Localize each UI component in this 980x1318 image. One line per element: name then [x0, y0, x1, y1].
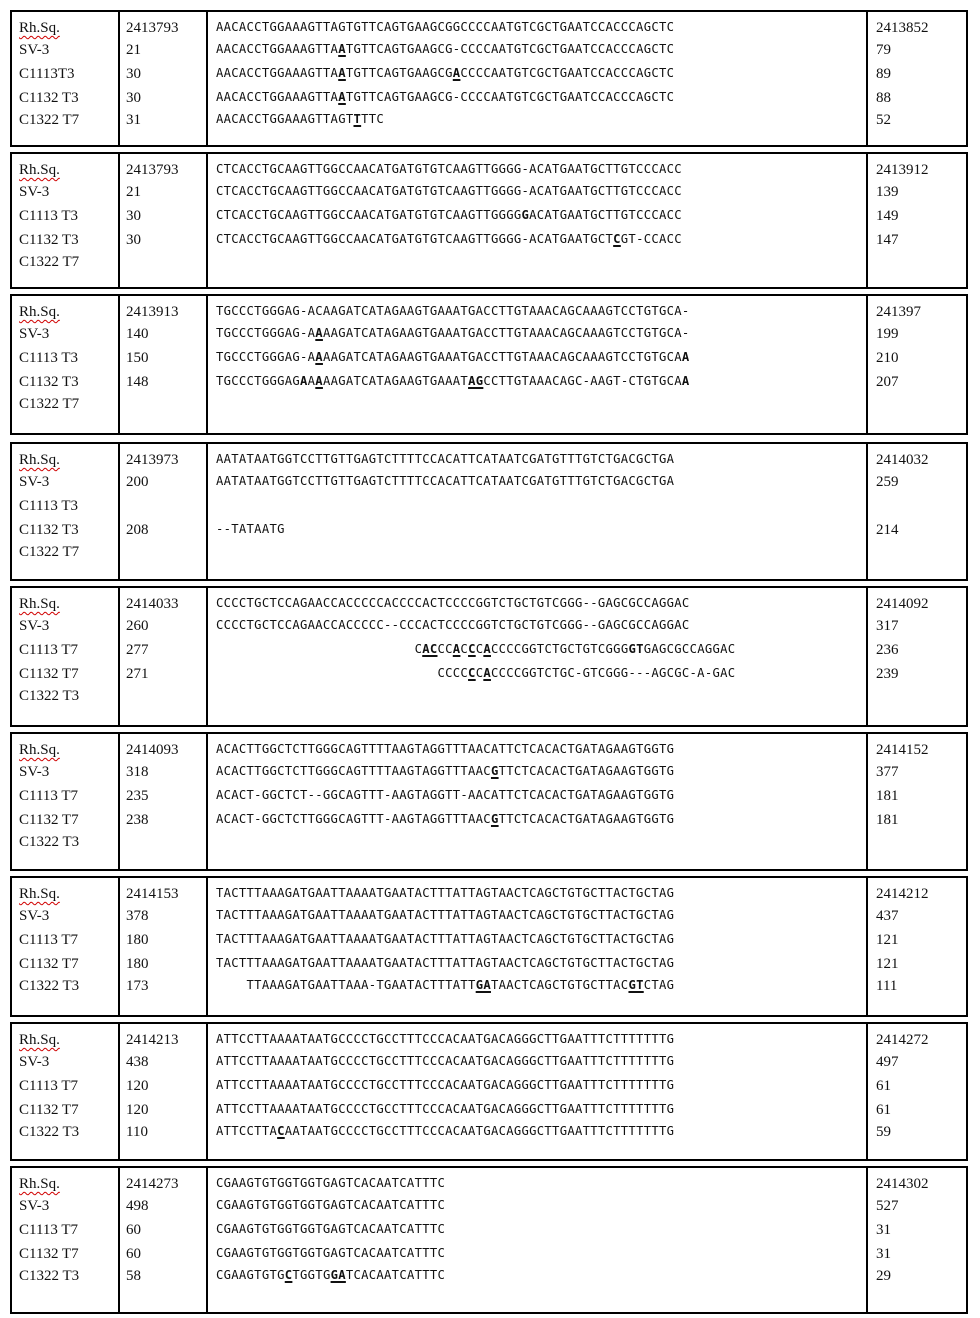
sequence-name: C1113T3	[19, 66, 75, 82]
sequence-row	[12, 324, 966, 348]
sequence-name: SV-3	[19, 42, 50, 58]
sequence-row	[12, 64, 966, 88]
end-position: 147	[876, 232, 899, 248]
sequence-row	[12, 1030, 966, 1054]
start-position: 180	[126, 956, 149, 972]
sequence-text: CGAAGTGTGGTGGTGAGTCACAATCATTTC	[216, 1222, 446, 1236]
sequence-row	[12, 110, 966, 134]
sequence-text: CTCACCTGCAAGTTGGCCAACATGATGTGTCAAGTTGGGG-ACATGAATGCTTGTCCCACC	[216, 162, 682, 176]
sequence-name: Rh.Sq.	[19, 886, 60, 902]
end-position: 239	[876, 666, 899, 682]
sequence-name: C1132 T3	[19, 232, 79, 248]
sequence-row	[12, 906, 966, 930]
alignment-block	[10, 152, 968, 289]
sequence-text: --TATAATG	[216, 522, 285, 536]
sequence-row	[12, 1100, 966, 1124]
start-position: 60	[126, 1246, 141, 1262]
start-position: 30	[126, 232, 141, 248]
sequence-name: Rh.Sq.	[19, 304, 60, 320]
sequence-text: TACTTTAAAGATGAATTAAAATGAATACTTTATTAGTAACTCAGCTGTGCTTACTGCTAG	[216, 886, 675, 900]
sequence-name: Rh.Sq.	[19, 162, 60, 178]
sequence-text: AACACCTGGAAAGTTAGTTTTC	[216, 112, 385, 126]
end-position: 61	[876, 1102, 891, 1118]
sequence-text: ATTCCTTAAAATAATGCCCCTGCCTTTCCCACAATGACAGGGCTTGAATTTCTTTTTTTG	[216, 1054, 675, 1068]
sequence-text: CTCACCTGCAAGTTGGCCAACATGATGTGTCAAGTTGGGGGACATGAATGCTTGTCCCACC	[216, 208, 682, 222]
end-position: 2413912	[876, 162, 929, 178]
sequence-name: C1322 T3	[19, 1124, 80, 1140]
sequence-text: CGAAGTGTGGTGGTGAGTCACAATCATTTC	[216, 1198, 446, 1212]
sequence-row	[12, 230, 966, 254]
sequence-row	[12, 1076, 966, 1100]
start-position: 30	[126, 90, 141, 106]
sequence-text: TGCCCTGGGAGAAAAAGATCATAGAAGTGAAATAGCCTTGTAAACAGC-AAGT-CTGTGCAA	[216, 374, 690, 388]
sequence-name: SV-3	[19, 1054, 50, 1070]
start-position: 21	[126, 184, 141, 200]
sequence-text: TGCCCTGGGAG-ACAAGATCATAGAAGTGAAATGACCTTGTAAACAGCAAAGTCCTGTGCA-	[216, 304, 690, 318]
end-position: 2414212	[876, 886, 929, 902]
sequence-row	[12, 40, 966, 64]
sequence-row	[12, 394, 966, 418]
alignment-block	[10, 1166, 968, 1314]
sequence-text: CCCCCCACCCCGGTCTGC-GTCGGG---AGCGC-A-GAC	[216, 666, 736, 680]
start-position: 2413913	[126, 304, 179, 320]
end-position: 241397	[876, 304, 921, 320]
sequence-name: Rh.Sq.	[19, 1176, 60, 1192]
sequence-name: C1132 T7	[19, 1246, 79, 1262]
start-position: 438	[126, 1054, 149, 1070]
sequence-row	[12, 1266, 966, 1290]
alignment-block	[10, 876, 968, 1017]
start-position: 498	[126, 1198, 149, 1214]
sequence-text: TGCCCTGGGAG-AAAAGATCATAGAAGTGAAATGACCTTGTAAACAGCAAAGTCCTGTGCAA	[216, 350, 690, 364]
start-position: 180	[126, 932, 149, 948]
end-position: 121	[876, 956, 899, 972]
sequence-name: C1113 T7	[19, 1222, 79, 1238]
sequence-row	[12, 1244, 966, 1268]
start-position: 31	[126, 112, 141, 128]
end-position: 2413852	[876, 20, 929, 36]
sequence-text: AACACCTGGAAAGTTAATGTTCAGTGAAGCGACCCCAATGTCGCTGAATCCACCCAGCTC	[216, 66, 675, 80]
sequence-name: C1113 T3	[19, 350, 79, 366]
start-position: 150	[126, 350, 149, 366]
sequence-text: AACACCTGGAAAGTTAATGTTCAGTGAAGCG-CCCCAATGTCGCTGAATCCACCCAGCTC	[216, 42, 675, 56]
sequence-name: Rh.Sq.	[19, 596, 60, 612]
sequence-name: C1322 T3	[19, 1268, 80, 1284]
sequence-text: TTAAAGATGAATTAAA-TGAATACTTTATTGATAACTCAGCTGTGCTTACGTCTAG	[216, 978, 675, 992]
end-position: 527	[876, 1198, 899, 1214]
sequence-row	[12, 348, 966, 372]
sequence-row	[12, 1052, 966, 1076]
end-position: 31	[876, 1222, 891, 1238]
start-position: 30	[126, 66, 141, 82]
start-position: 208	[126, 522, 149, 538]
sequence-name: Rh.Sq.	[19, 20, 60, 36]
sequence-name: C1322 T7	[19, 396, 80, 412]
start-position: 21	[126, 42, 141, 58]
sequence-row	[12, 252, 966, 276]
sequence-text: CGAAGTGTGCTGGTGGATCACAATCATTTC	[216, 1268, 446, 1282]
start-position: 30	[126, 208, 141, 224]
sequence-name: SV-3	[19, 764, 50, 780]
end-position: 59	[876, 1124, 891, 1140]
start-position: 60	[126, 1222, 141, 1238]
sequence-name: C1322 T7	[19, 544, 80, 560]
sequence-row	[12, 594, 966, 618]
start-position: 238	[126, 812, 149, 828]
end-position: 121	[876, 932, 899, 948]
start-position: 140	[126, 326, 149, 342]
end-position: 181	[876, 812, 899, 828]
sequence-row	[12, 884, 966, 908]
alignment-block	[10, 586, 968, 727]
end-position: 89	[876, 66, 891, 82]
sequence-text: AACACCTGGAAAGTTAGTGTTCAGTGAAGCGGCCCCAATGTCGCTGAATCCACCCAGCTC	[216, 20, 675, 34]
sequence-name: C1132 T7	[19, 956, 79, 972]
sequence-name: SV-3	[19, 474, 50, 490]
sequence-row	[12, 372, 966, 396]
start-position: 58	[126, 1268, 141, 1284]
sequence-row	[12, 1122, 966, 1146]
end-position: 236	[876, 642, 899, 658]
end-position: 29	[876, 1268, 891, 1284]
sequence-row	[12, 976, 966, 1000]
sequence-name: C1322 T7	[19, 112, 80, 128]
sequence-name: Rh.Sq.	[19, 742, 60, 758]
end-position: 52	[876, 112, 891, 128]
end-position: 139	[876, 184, 899, 200]
sequence-row	[12, 930, 966, 954]
sequence-row	[12, 302, 966, 326]
sequence-name: C1113 T7	[19, 642, 79, 658]
start-position: 235	[126, 788, 149, 804]
sequence-text: CACCCACCCACCCCGGTCTGCTGTCGGGGTGAGCGCCAGGAC	[216, 642, 736, 656]
sequence-text: TGCCCTGGGAG-AAAAGATCATAGAAGTGAAATGACCTTGTAAACAGCAAAGTCCTGTGCA-	[216, 326, 690, 340]
sequence-text: ACACTTGGCTCTTGGGCAGTTTTAAGTAGGTTTAACATTCTCACACTGATAGAAGTGGTG	[216, 742, 675, 756]
end-position: 2414152	[876, 742, 929, 758]
sequence-row	[12, 160, 966, 184]
sequence-row	[12, 472, 966, 496]
sequence-text: CCCCTGCTCCAGAACCACCCCCACCCCACTCCCCGGTCTGCTGTCGGG--GAGCGCCAGGAC	[216, 596, 690, 610]
sequence-row	[12, 664, 966, 688]
sequence-name: C1113 T7	[19, 1078, 79, 1094]
sequence-text: ACACTTGGCTCTTGGGCAGTTTTAAGTAGGTTTAACGTTCTCACACTGATAGAAGTGGTG	[216, 764, 675, 778]
sequence-name: C1113 T3	[19, 208, 79, 224]
sequence-row	[12, 520, 966, 544]
sequence-row	[12, 1174, 966, 1198]
sequence-text: ACACT-GGCTCTTGGGCAGTTT-AAGTAGGTTTAACGTTCTCACACTGATAGAAGTGGTG	[216, 812, 675, 826]
sequence-name: C1132 T7	[19, 1102, 79, 1118]
sequence-name: C1322 T7	[19, 254, 80, 270]
sequence-row	[12, 450, 966, 474]
sequence-row	[12, 1196, 966, 1220]
sequence-row	[12, 762, 966, 786]
start-position: 2414033	[126, 596, 179, 612]
sequence-text: AATATAATGGTCCTTGTTGAGTCTTTTCCACATTCATAATCGATGTTTGTCTGACGCTGA	[216, 474, 675, 488]
sequence-row	[12, 786, 966, 810]
end-position: 377	[876, 764, 899, 780]
start-position: 148	[126, 374, 149, 390]
start-position: 173	[126, 978, 149, 994]
sequence-text: ACACT-GGCTCT--GGCAGTTT-AAGTAGGTT-AACATTCTCACACTGATAGAAGTGGTG	[216, 788, 675, 802]
end-position: 210	[876, 350, 899, 366]
end-position: 2414092	[876, 596, 929, 612]
end-position: 497	[876, 1054, 899, 1070]
end-position: 214	[876, 522, 899, 538]
sequence-text: CTCACCTGCAAGTTGGCCAACATGATGTGTCAAGTTGGGG-ACATGAATGCTCGT-CCACC	[216, 232, 682, 246]
sequence-name: SV-3	[19, 184, 50, 200]
sequence-name: SV-3	[19, 326, 50, 342]
sequence-text: AACACCTGGAAAGTTAATGTTCAGTGAAGCG-CCCCAATGTCGCTGAATCCACCCAGCTC	[216, 90, 675, 104]
end-position: 259	[876, 474, 899, 490]
start-position: 2414093	[126, 742, 179, 758]
sequence-name: SV-3	[19, 1198, 50, 1214]
end-position: 317	[876, 618, 899, 634]
end-position: 199	[876, 326, 899, 342]
sequence-text: ATTCCTTAAAATAATGCCCCTGCCTTTCCCACAATGACAGGGCTTGAATTTCTTTTTTTG	[216, 1078, 675, 1092]
sequence-name: C1132 T7	[19, 666, 79, 682]
sequence-row	[12, 206, 966, 230]
end-position: 149	[876, 208, 899, 224]
sequence-name: C1132 T3	[19, 522, 79, 538]
sequence-text: CCCCTGCTCCAGAACCACCCCC--CCCACTCCCCGGTCTGCTGTCGGG--GAGCGCCAGGAC	[216, 618, 690, 632]
end-position: 2414302	[876, 1176, 929, 1192]
sequence-text: AATATAATGGTCCTTGTTGAGTCTTTTCCACATTCATAATCGATGTTTGTCTGACGCTGA	[216, 452, 675, 466]
end-position: 111	[876, 978, 898, 994]
start-position: 2414273	[126, 1176, 179, 1192]
sequence-text: CGAAGTGTGGTGGTGAGTCACAATCATTTC	[216, 1246, 446, 1260]
sequence-name: Rh.Sq.	[19, 452, 60, 468]
sequence-name: Rh.Sq.	[19, 1032, 60, 1048]
start-position: 318	[126, 764, 149, 780]
end-position: 88	[876, 90, 891, 106]
sequence-text: ATTCCTTACAATAATGCCCCTGCCTTTCCCACAATGACAGGGCTTGAATTTCTTTTTTTG	[216, 1124, 675, 1138]
sequence-row	[12, 496, 966, 520]
start-position: 120	[126, 1102, 149, 1118]
start-position: 110	[126, 1124, 148, 1140]
start-position: 2414153	[126, 886, 179, 902]
start-position: 2414213	[126, 1032, 179, 1048]
sequence-text: TACTTTAAAGATGAATTAAAATGAATACTTTATTAGTAACTCAGCTGTGCTTACTGCTAG	[216, 932, 675, 946]
alignment-block	[10, 10, 968, 147]
start-position: 378	[126, 908, 149, 924]
sequence-name: C1132 T3	[19, 90, 79, 106]
sequence-text: CTCACCTGCAAGTTGGCCAACATGATGTGTCAAGTTGGGG-ACATGAATGCTTGTCCCACC	[216, 184, 682, 198]
sequence-row	[12, 640, 966, 664]
start-position: 200	[126, 474, 149, 490]
alignment-block	[10, 732, 968, 871]
sequence-row	[12, 88, 966, 112]
sequence-name: C1132 T3	[19, 374, 79, 390]
alignment-block	[10, 1022, 968, 1161]
sequence-row	[12, 1220, 966, 1244]
end-position: 181	[876, 788, 899, 804]
end-position: 61	[876, 1078, 891, 1094]
sequence-row	[12, 954, 966, 978]
end-position: 207	[876, 374, 899, 390]
sequence-row	[12, 18, 966, 42]
end-position: 31	[876, 1246, 891, 1262]
sequence-text: ATTCCTTAAAATAATGCCCCTGCCTTTCCCACAATGACAGGGCTTGAATTTCTTTTTTTG	[216, 1032, 675, 1046]
sequence-text: TACTTTAAAGATGAATTAAAATGAATACTTTATTAGTAACTCAGCTGTGCTTACTGCTAG	[216, 956, 675, 970]
sequence-text: CGAAGTGTGGTGGTGAGTCACAATCATTTC	[216, 1176, 446, 1190]
sequence-name: C1322 T3	[19, 834, 80, 850]
end-position: 2414032	[876, 452, 929, 468]
sequence-row	[12, 542, 966, 566]
end-position: 437	[876, 908, 899, 924]
sequence-name: C1113 T7	[19, 932, 79, 948]
sequence-name: C1113 T3	[19, 498, 79, 514]
sequence-text: ATTCCTTAAAATAATGCCCCTGCCTTTCCCACAATGACAGGGCTTGAATTTCTTTTTTTG	[216, 1102, 675, 1116]
sequence-name: C1113 T7	[19, 788, 79, 804]
start-position: 2413793	[126, 162, 179, 178]
start-position: 2413973	[126, 452, 179, 468]
sequence-row	[12, 182, 966, 206]
alignment-block	[10, 442, 968, 581]
start-position: 120	[126, 1078, 149, 1094]
sequence-name: SV-3	[19, 908, 50, 924]
start-position: 260	[126, 618, 149, 634]
alignment-block	[10, 294, 968, 435]
sequence-name: SV-3	[19, 618, 50, 634]
sequence-row	[12, 832, 966, 856]
end-position: 79	[876, 42, 891, 58]
sequence-row	[12, 740, 966, 764]
sequence-row	[12, 810, 966, 834]
start-position: 2413793	[126, 20, 179, 36]
sequence-row	[12, 616, 966, 640]
end-position: 2414272	[876, 1032, 929, 1048]
start-position: 277	[126, 642, 149, 658]
sequence-name: C1322 T3	[19, 978, 80, 994]
sequence-name: C1132 T7	[19, 812, 79, 828]
start-position: 271	[126, 666, 149, 682]
sequence-row	[12, 686, 966, 710]
sequence-name: C1322 T3	[19, 688, 80, 704]
sequence-text: TACTTTAAAGATGAATTAAAATGAATACTTTATTAGTAACTCAGCTGTGCTTACTGCTAG	[216, 908, 675, 922]
